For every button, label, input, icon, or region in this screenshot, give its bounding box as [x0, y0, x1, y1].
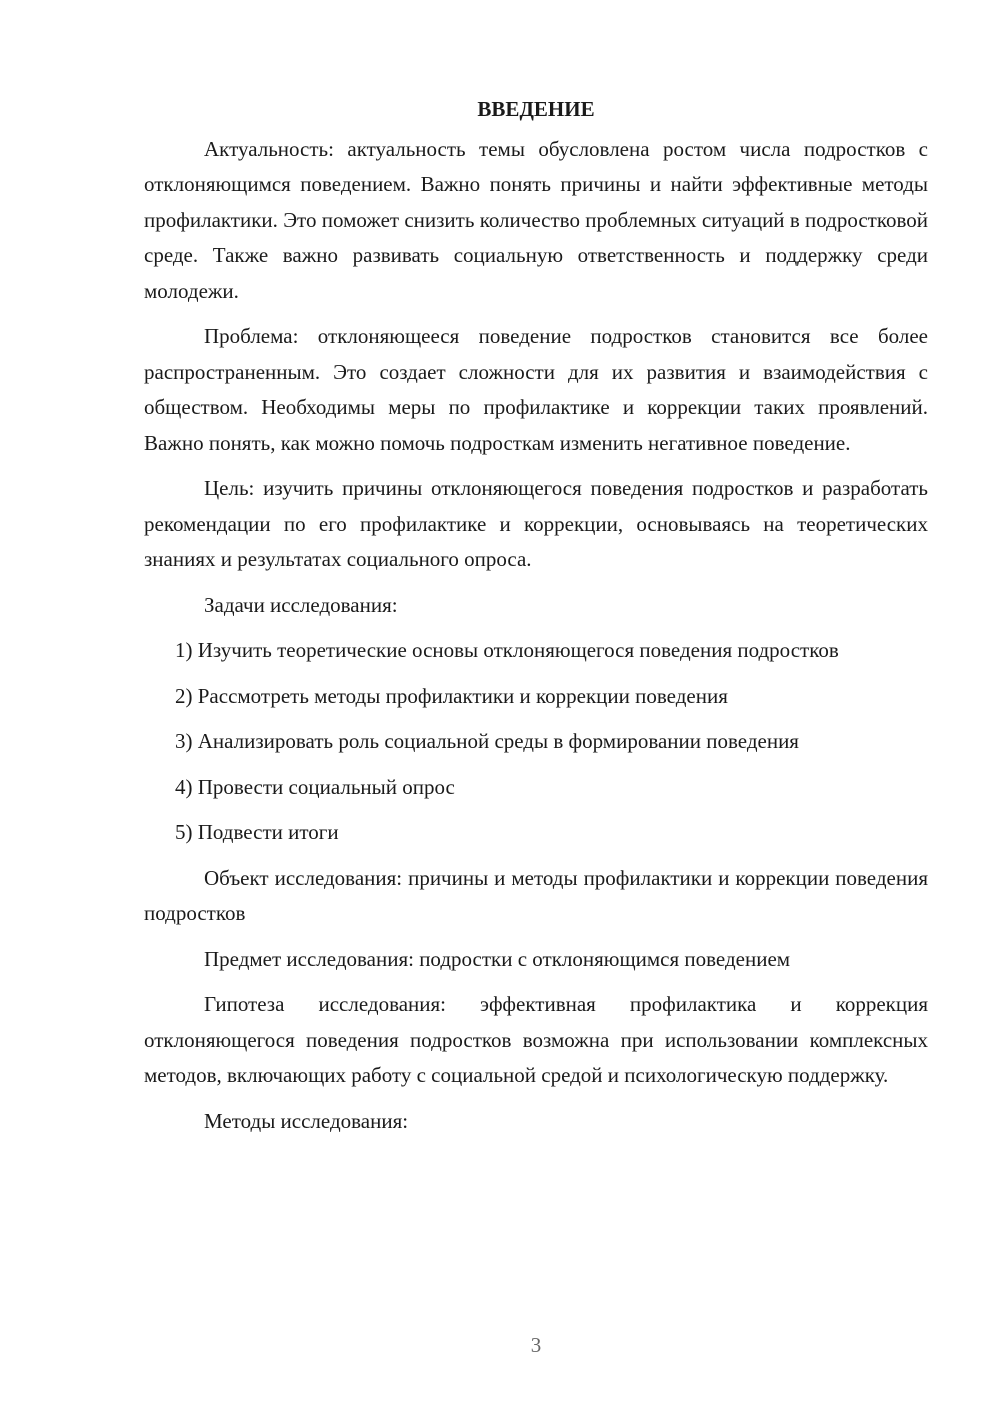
paragraph-relevance: Актуальность: актуальность темы обусловлена ростом числа подростков с отклоняющимся поведением. Важно понять причины и найти эффективные методы профилактики. Это поможет снизить количество проблемных ситуаций в подростковой среде. Также важно развивать социальную ответственность и поддержку среди молодежи. [144, 136, 928, 303]
task-item-1: 1) Изучить теоретические основы отклоняющегося поведения подростков [175, 638, 839, 662]
paragraph-object: Объект исследования: причины и методы профилактики и коррекции поведения подростков [144, 865, 928, 925]
page-number: 3 [530, 1333, 542, 1357]
task-item-2: 2) Рассмотреть методы профилактики и коррекции поведения [175, 683, 728, 708]
paragraph-subject: Предмет исследования: подростки с отклоняющимся поведением [204, 946, 791, 971]
paragraph-hypothesis: Гипотеза исследования: эффективная профилактика и коррекция отклоняющегося поведения подростков возможна при использовании комплексных методов, включающих работу с социальной средой и психологическую поддержку. [144, 992, 928, 1087]
task-item-4: 4) Провести социальный опрос [175, 774, 455, 799]
task-item-5: 5) Подвести итоги [175, 820, 339, 844]
methods-heading: Методы исследования: [204, 1108, 409, 1133]
tasks-heading: Задачи исследования: [204, 592, 398, 617]
section-title: ВВЕДЕНИЕ [477, 97, 595, 121]
document-page [144, 92, 928, 1149]
task-item-3: 3) Анализировать роль социальной среды в формировании поведения [175, 729, 799, 753]
paragraph-goal: Цель: изучить причины отклоняющегося поведения подростков и разработать рекомендации по его профилактике и коррекции, основываясь на теоретических знаниях и результатах социального опроса. [144, 476, 928, 571]
paragraph-problem: Проблема: отклоняющееся поведение подростков становится все более распространенным. Это создает сложности для их развития и взаимодействия с обществом. Необходимы меры по профилактике и коррекции таких проявлений. Важно понять, как можно помочь подросткам изменить негативное поведение. [144, 324, 928, 455]
